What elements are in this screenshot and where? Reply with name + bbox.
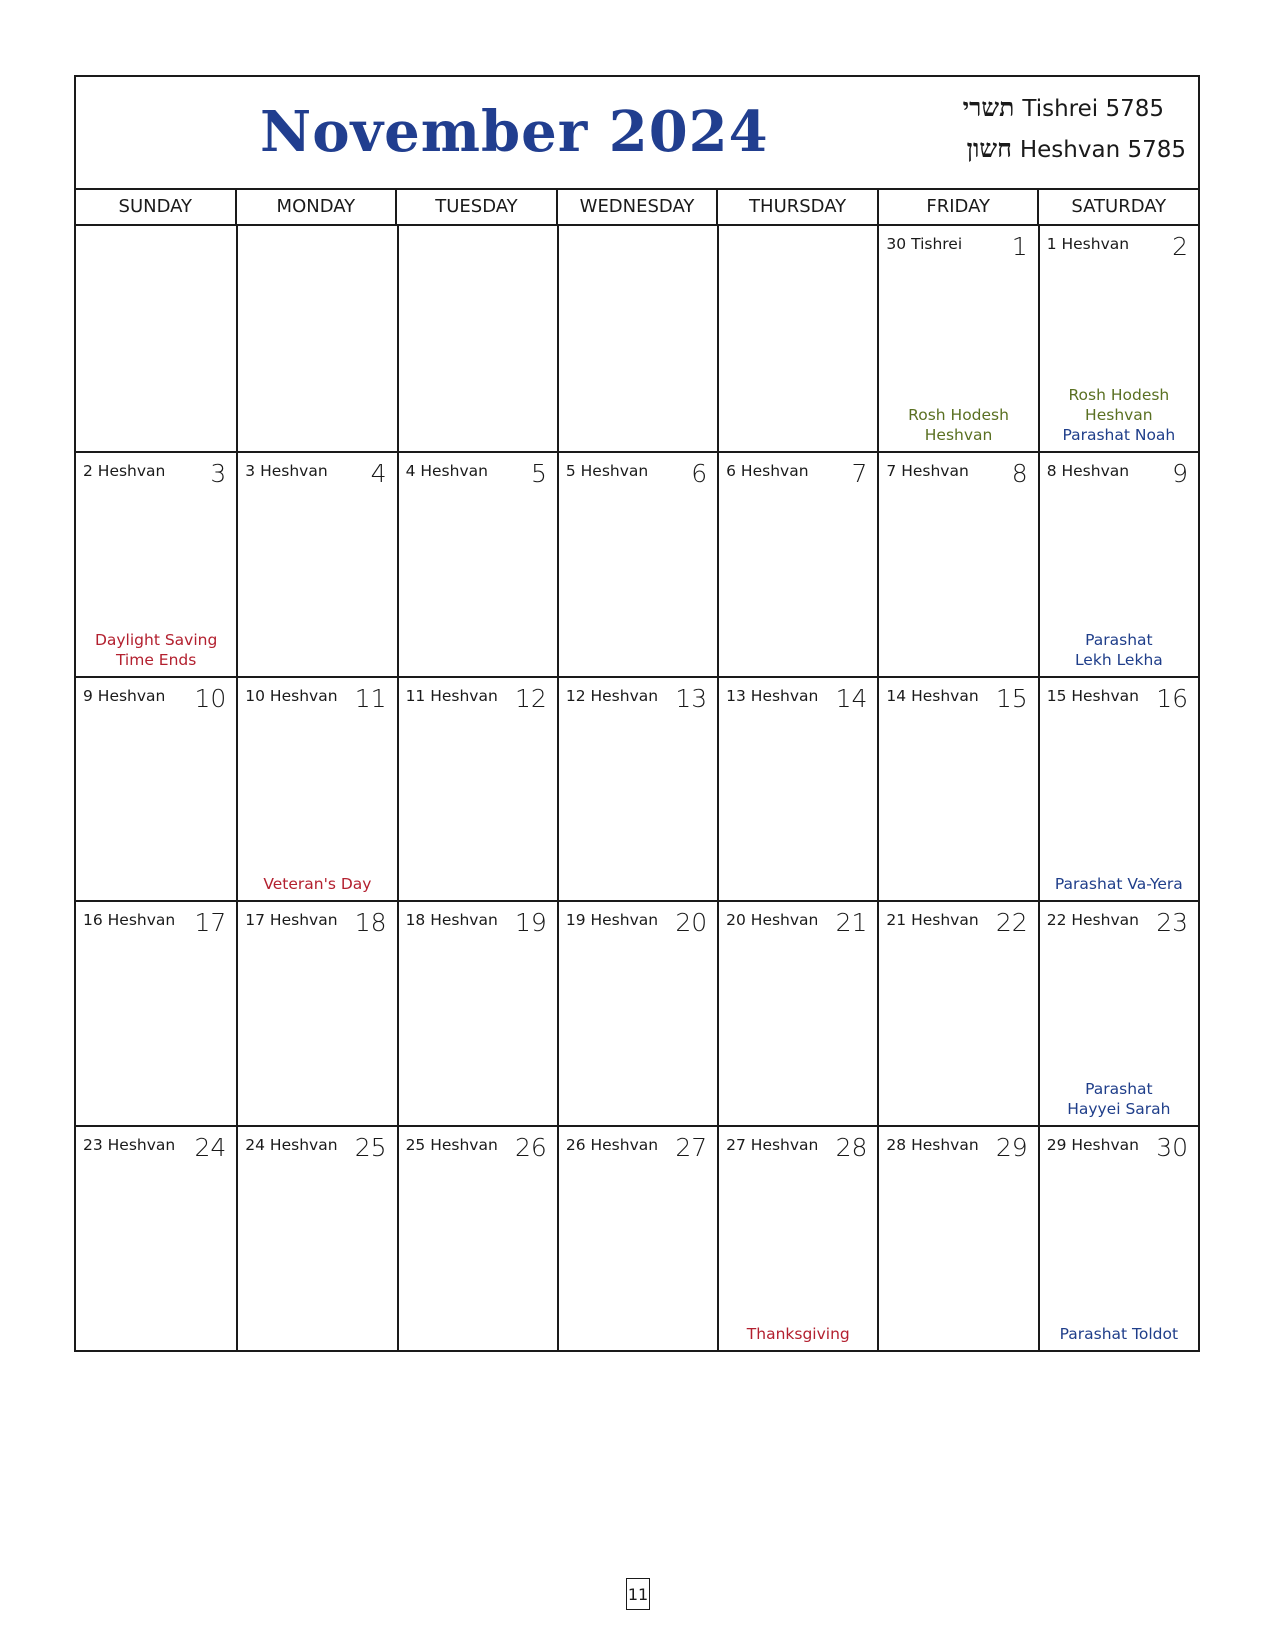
day-number: 28 — [835, 1133, 868, 1163]
day-events — [1040, 1079, 1198, 1119]
month-title: November 2024 — [260, 99, 769, 165]
hebrew-date: 29 Heshvan — [1046, 1136, 1139, 1155]
hebrew-date: 9 Heshvan — [83, 686, 166, 705]
day-cell — [76, 451, 236, 676]
empty-day-cell — [717, 226, 877, 451]
day-number: 6 — [691, 458, 708, 488]
day-number: 7 — [851, 458, 868, 488]
day-cell — [557, 900, 717, 1125]
day-cell — [236, 1125, 396, 1350]
empty-day-cell — [76, 226, 236, 451]
hebrew-date: 28 Heshvan — [886, 1136, 979, 1155]
empty-day-cell — [397, 226, 557, 451]
day-cell — [717, 676, 877, 901]
day-number: 23 — [1156, 908, 1188, 938]
hebrew-date: 24 Heshvan — [245, 1136, 338, 1155]
event-text: Parashat Noah — [1062, 425, 1176, 444]
day-number: 25 — [354, 1133, 387, 1163]
day-cell — [1038, 900, 1198, 1125]
day-number: 5 — [530, 458, 547, 488]
day-cell — [717, 451, 877, 676]
hebrew-date: 19 Heshvan — [565, 911, 659, 930]
day-cell — [76, 1125, 236, 1350]
day-cell — [76, 900, 236, 1125]
day-number: 17 — [194, 908, 227, 938]
day-cell — [877, 226, 1037, 451]
hebrew-date: 16 Heshvan — [83, 911, 176, 930]
hebrew-date: 30 Tishrei — [886, 235, 963, 253]
day-cell — [557, 676, 717, 901]
hebrew-date: 1 Heshvan — [1046, 235, 1130, 253]
event-text: Veteran's Day — [263, 875, 372, 894]
hebrew-date: 5 Heshvan — [565, 461, 649, 480]
hebrew-date: 8 Heshvan — [1046, 461, 1130, 480]
hebrew-date: 3 Heshvan — [245, 461, 328, 480]
hebrew-date: 27 Heshvan — [726, 1136, 819, 1155]
day-number: 24 — [194, 1133, 227, 1163]
hebrew-date: 20 Heshvan — [726, 911, 819, 930]
day-number: 3 — [210, 458, 227, 488]
day-events — [1040, 630, 1198, 670]
day-cell — [1038, 226, 1198, 451]
hebrew-date: 21 Heshvan — [886, 911, 979, 930]
day-cell — [236, 451, 396, 676]
event-text: Parashat — [1085, 630, 1153, 649]
day-cell — [877, 1125, 1037, 1350]
hebrew-month-name: תשרי — [962, 93, 1015, 122]
day-number: 13 — [675, 683, 708, 713]
day-number: 22 — [995, 908, 1028, 938]
hebrew-month-english: Tishrei 5785 — [1022, 96, 1164, 122]
day-number: 2 — [1172, 232, 1188, 261]
weekday-thursday: THURSDAY — [716, 190, 877, 224]
hebrew-date: 7 Heshvan — [886, 461, 969, 480]
day-number: 10 — [194, 683, 227, 713]
page-number: 11 — [626, 1578, 650, 1610]
day-number: 1 — [1011, 232, 1028, 261]
hebrew-month-english: Heshvan 5785 — [1019, 137, 1186, 163]
calendar — [74, 75, 1200, 1352]
hebrew-date: 17 Heshvan — [245, 911, 338, 930]
hebrew-date: 25 Heshvan — [405, 1136, 498, 1155]
hebrew-date: 23 Heshvan — [83, 1136, 176, 1155]
hebrew-date: 12 Heshvan — [565, 686, 659, 705]
day-number: 27 — [675, 1133, 708, 1163]
day-number: 4 — [370, 458, 387, 488]
weekday-header-row — [76, 190, 1198, 226]
day-cell — [717, 900, 877, 1125]
event-text: Heshvan — [924, 425, 993, 444]
weekday-sunday: SUNDAY — [118, 196, 193, 217]
day-cell — [76, 676, 236, 901]
event-text: Daylight Saving — [94, 630, 218, 649]
hebrew-date: 26 Heshvan — [565, 1136, 659, 1155]
event-text: Lekh Lekha — [1074, 650, 1163, 669]
calendar-grid — [76, 226, 1198, 1350]
event-text: Parashat Va-Yera — [1054, 875, 1183, 894]
day-number: 30 — [1156, 1133, 1188, 1163]
day-cell — [1038, 676, 1198, 901]
day-cell — [397, 451, 557, 676]
event-text: Parashat Toldot — [1059, 1325, 1179, 1343]
hebrew-date: 2 Heshvan — [83, 461, 166, 480]
day-events — [879, 405, 1037, 445]
weekday-saturday: SATURDAY — [1037, 190, 1198, 224]
hebrew-date: 13 Heshvan — [726, 686, 819, 705]
day-cell — [1038, 451, 1198, 676]
day-cell — [236, 900, 396, 1125]
day-events — [719, 1324, 877, 1344]
event-text: Hayyei Sarah — [1067, 1100, 1171, 1119]
day-events — [76, 630, 236, 670]
weekday-tuesday: TUESDAY — [395, 190, 556, 224]
day-cell — [557, 1125, 717, 1350]
day-number: 15 — [995, 683, 1028, 713]
calendar-header — [76, 77, 1198, 190]
day-cell — [397, 1125, 557, 1350]
hebrew-date: 15 Heshvan — [1046, 686, 1139, 705]
hebrew-month-tishrei — [963, 93, 1164, 123]
day-cell — [717, 1125, 877, 1350]
weekday-monday: MONDAY — [235, 190, 396, 224]
day-cell — [557, 451, 717, 676]
day-number: 8 — [1011, 458, 1028, 488]
event-text: Thanksgiving — [746, 1325, 850, 1343]
day-events — [1040, 385, 1198, 445]
empty-day-cell — [557, 226, 717, 451]
day-cell — [397, 676, 557, 901]
day-events — [238, 874, 396, 894]
hebrew-date: 4 Heshvan — [405, 461, 488, 480]
event-text: Parashat — [1085, 1080, 1153, 1099]
day-number: 26 — [515, 1133, 547, 1163]
event-text: Time Ends — [115, 650, 197, 669]
day-cell — [397, 900, 557, 1125]
day-cell — [1038, 1125, 1198, 1350]
day-cell — [877, 900, 1037, 1125]
event-text: Rosh Hodesh — [908, 405, 1009, 424]
day-events — [1040, 874, 1198, 894]
day-number: 18 — [354, 908, 387, 938]
event-text: Heshvan — [1085, 405, 1153, 424]
day-number: 19 — [515, 908, 547, 938]
day-number: 11 — [354, 683, 387, 713]
day-number: 21 — [835, 908, 868, 938]
hebrew-date: 6 Heshvan — [726, 461, 809, 480]
empty-day-cell — [236, 226, 396, 451]
weekday-friday: FRIDAY — [877, 190, 1038, 224]
hebrew-date: 14 Heshvan — [886, 686, 979, 705]
weekday-wednesday: WEDNESDAY — [556, 190, 717, 224]
hebrew-date: 18 Heshvan — [405, 911, 498, 930]
day-cell — [877, 451, 1037, 676]
day-cell — [877, 676, 1037, 901]
hebrew-month-name: חשון — [966, 134, 1012, 163]
hebrew-date: 22 Heshvan — [1046, 911, 1139, 930]
day-number: 14 — [835, 683, 868, 713]
day-number: 9 — [1172, 458, 1188, 488]
day-number: 29 — [995, 1133, 1028, 1163]
hebrew-month-heshvan — [967, 134, 1186, 164]
hebrew-date: 10 Heshvan — [245, 686, 338, 705]
hebrew-date: 11 Heshvan — [405, 686, 498, 705]
day-number: 12 — [515, 683, 547, 713]
day-cell — [236, 676, 396, 901]
event-text: Rosh Hodesh — [1068, 385, 1170, 404]
day-events — [1040, 1324, 1198, 1344]
day-number: 16 — [1156, 683, 1188, 713]
day-number: 20 — [675, 908, 708, 938]
